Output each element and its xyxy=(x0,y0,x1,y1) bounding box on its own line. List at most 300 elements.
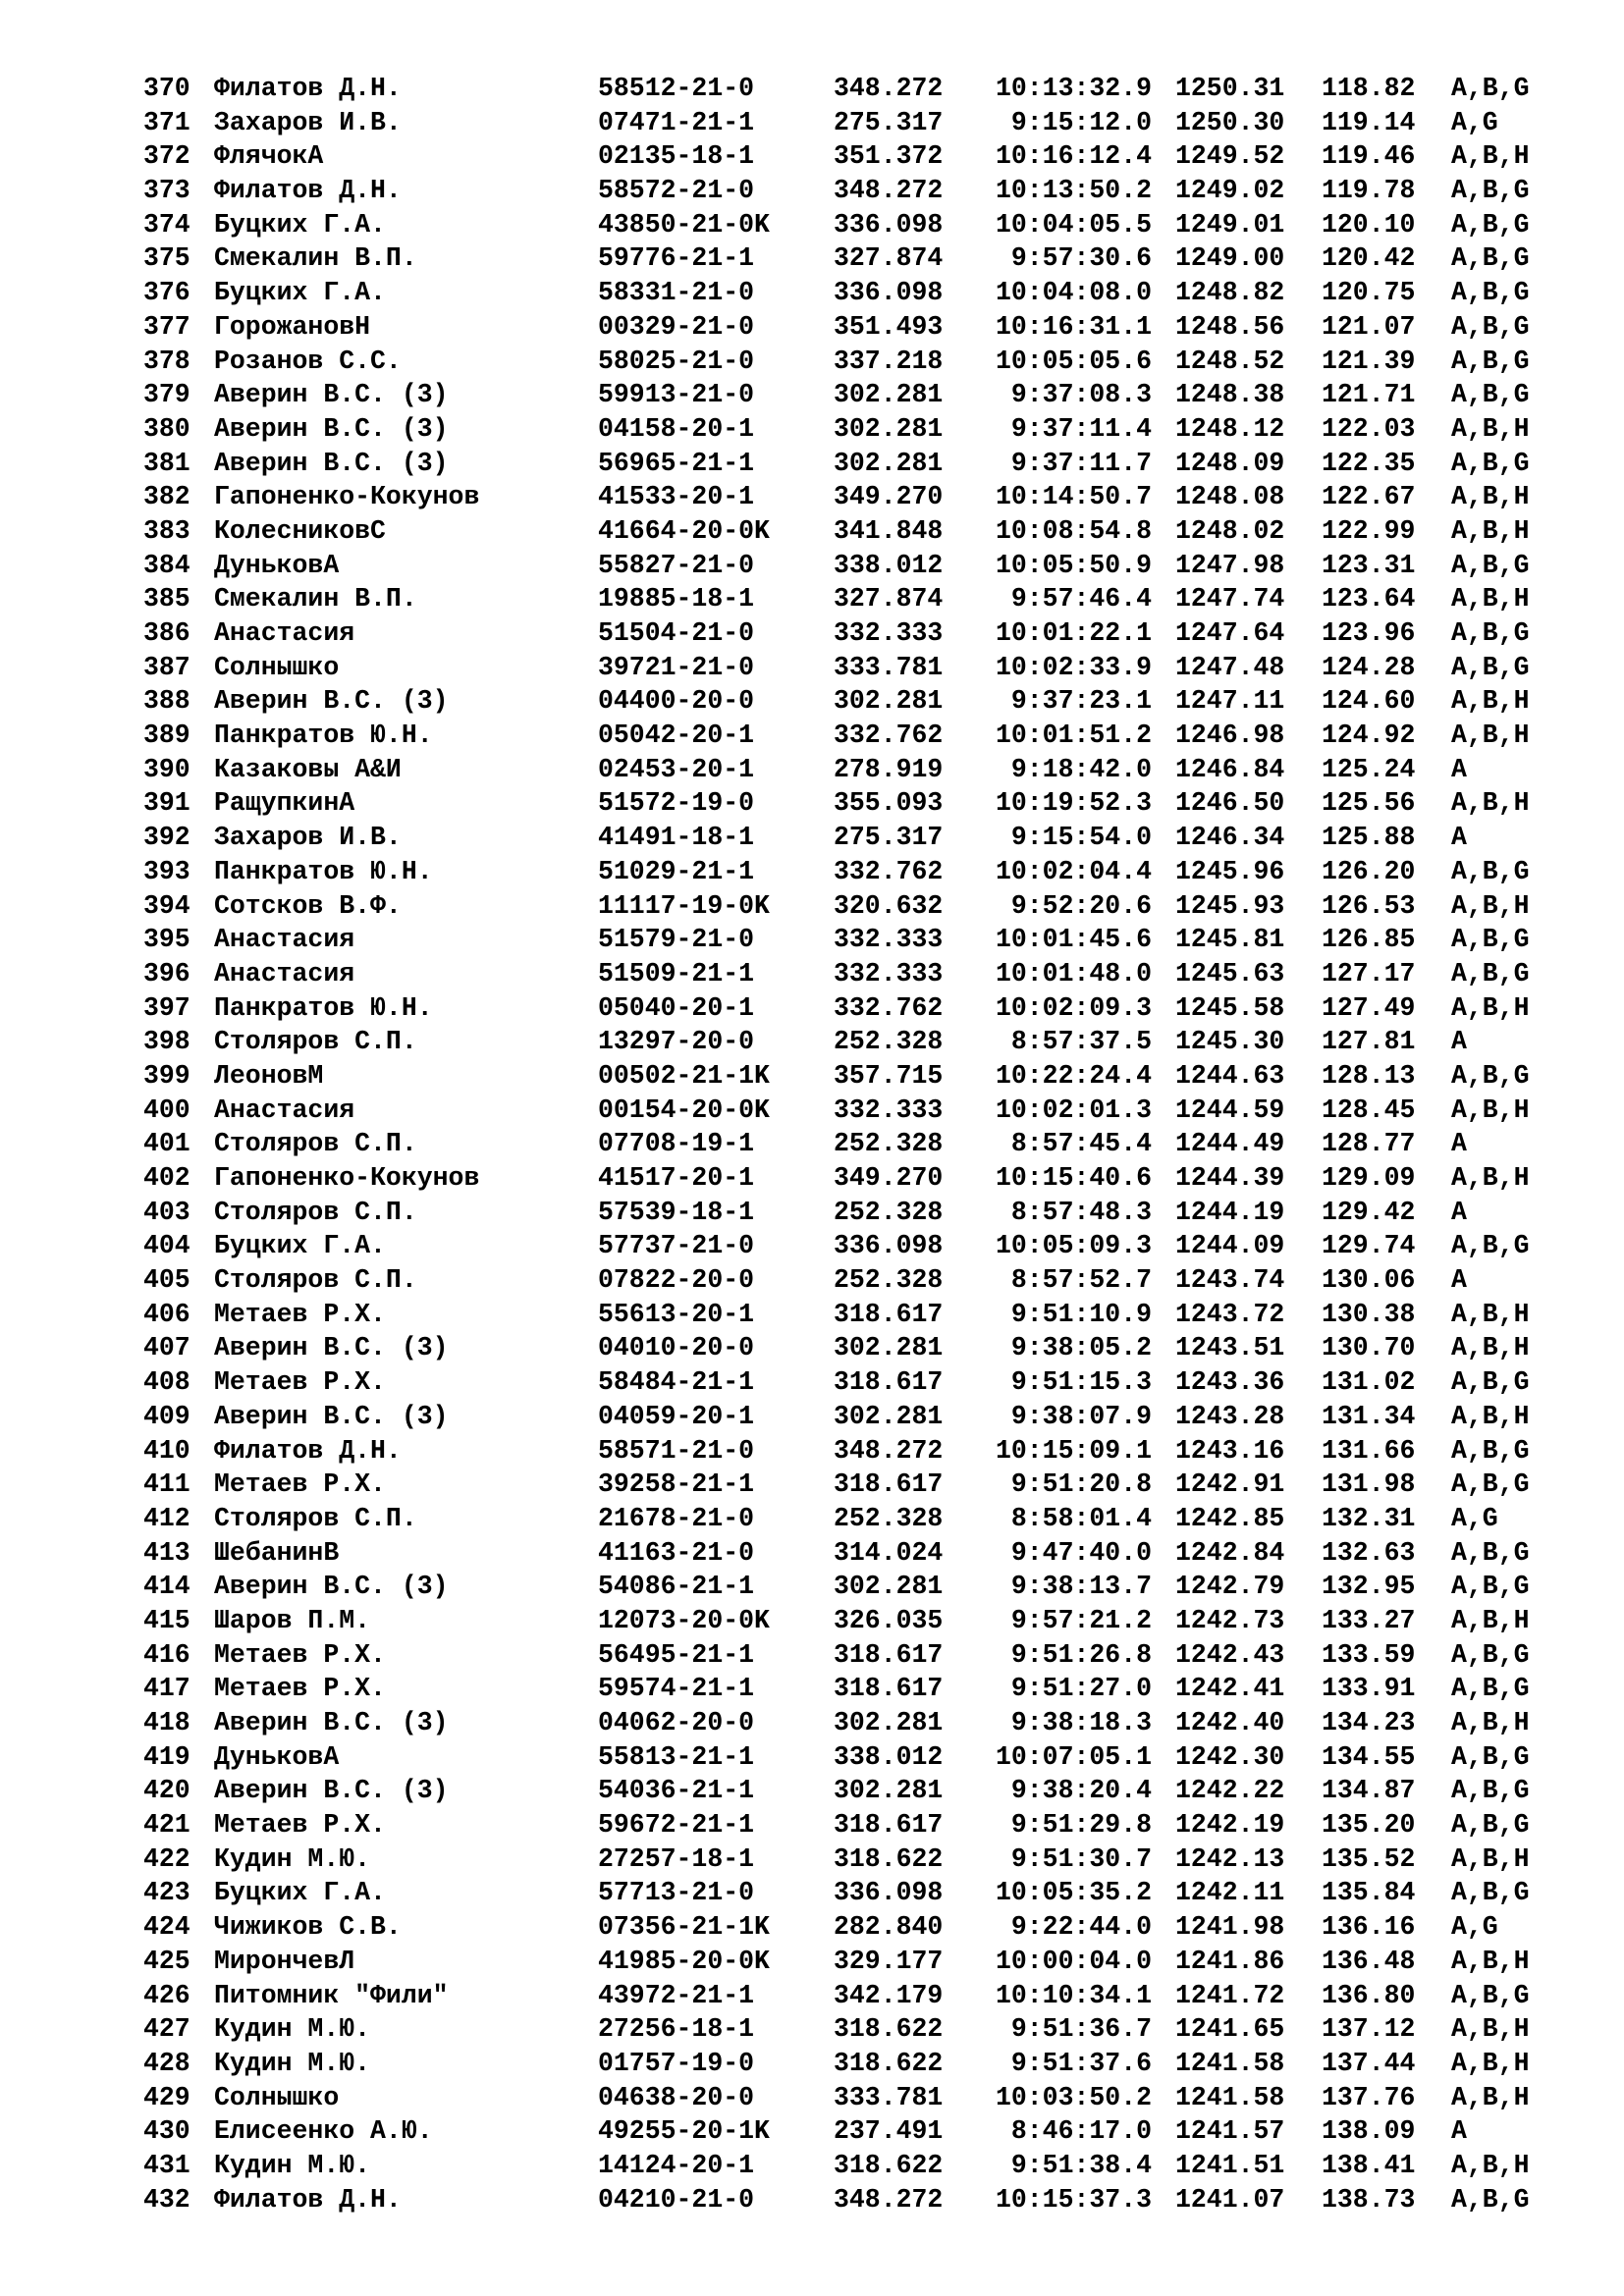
fancier-name: Филатов Д.Н. xyxy=(214,176,402,206)
ring-number: 39258-21-1 xyxy=(598,1469,755,1500)
arrival-time: 10:19:52.3 xyxy=(995,788,1152,819)
distance-km: 302.281 xyxy=(834,1572,944,1602)
place-number: 392 xyxy=(143,823,190,853)
arrival-time: 8:57:45.4 xyxy=(1010,1129,1152,1159)
fancier-name: ШебанинВ xyxy=(214,1537,340,1568)
score-value: 124.28 xyxy=(1322,652,1416,682)
table-row xyxy=(143,139,1557,174)
distance-km: 332.762 xyxy=(834,856,944,886)
score-value: 120.10 xyxy=(1322,209,1416,240)
ring-number: 51572-19-0 xyxy=(598,788,755,819)
ring-number: 51029-21-1 xyxy=(598,856,755,886)
competition-codes: A xyxy=(1451,1129,1467,1159)
table-row xyxy=(143,1127,1557,1161)
place-number: 389 xyxy=(143,721,190,751)
arrival-time: 10:15:09.1 xyxy=(995,1435,1152,1466)
fancier-name: Анастасия xyxy=(214,925,355,955)
table-row xyxy=(143,1774,1557,1808)
speed-value: 1242.79 xyxy=(1175,1572,1285,1602)
table-row xyxy=(143,2012,1557,2047)
speed-value: 1247.74 xyxy=(1175,584,1285,614)
arrival-time: 9:51:26.8 xyxy=(1010,1639,1152,1670)
fancier-name: Аверин В.С. (3) xyxy=(214,1401,449,1431)
ring-number: 41985-20-0K xyxy=(598,1946,770,1976)
distance-km: 318.617 xyxy=(834,1674,944,1704)
place-number: 386 xyxy=(143,618,190,648)
speed-value: 1248.02 xyxy=(1175,515,1285,546)
distance-km: 348.272 xyxy=(834,2184,944,2215)
arrival-time: 10:00:04.0 xyxy=(995,1946,1152,1976)
speed-value: 1245.30 xyxy=(1175,1027,1285,1057)
competition-codes: A,B,H xyxy=(1451,890,1530,921)
speed-value: 1245.58 xyxy=(1175,992,1285,1023)
fancier-name: Захаров И.В. xyxy=(214,823,402,853)
arrival-time: 10:05:05.6 xyxy=(995,346,1152,376)
score-value: 121.07 xyxy=(1322,311,1416,342)
competition-codes: A,B,G xyxy=(1451,1537,1530,1568)
table-row xyxy=(143,889,1557,924)
place-number: 390 xyxy=(143,754,190,784)
competition-codes: A,B,G xyxy=(1451,550,1530,580)
place-number: 383 xyxy=(143,515,190,546)
table-row xyxy=(143,2081,1557,2115)
score-value: 120.75 xyxy=(1322,278,1416,308)
arrival-time: 10:15:37.3 xyxy=(995,2184,1152,2215)
speed-value: 1245.81 xyxy=(1175,925,1285,955)
table-row xyxy=(143,174,1557,208)
distance-km: 278.919 xyxy=(834,754,944,784)
place-number: 431 xyxy=(143,2150,190,2180)
score-value: 130.70 xyxy=(1322,1333,1416,1363)
speed-value: 1242.91 xyxy=(1175,1469,1285,1500)
place-number: 423 xyxy=(143,1878,190,1908)
fancier-name: Казаковы А&И xyxy=(214,754,402,784)
speed-value: 1241.98 xyxy=(1175,1912,1285,1943)
distance-km: 342.179 xyxy=(834,1980,944,2010)
competition-codes: A,B,G xyxy=(1451,74,1530,103)
fancier-name: Елисеенко А.Ю. xyxy=(214,2116,433,2147)
distance-km: 332.333 xyxy=(834,925,944,955)
table-row xyxy=(143,1059,1557,1094)
ring-number: 41533-20-1 xyxy=(598,482,755,512)
fancier-name: Метаев Р.Х. xyxy=(214,1674,386,1704)
table-row xyxy=(143,855,1557,889)
distance-km: 351.372 xyxy=(834,141,944,172)
ring-number: 58025-21-0 xyxy=(598,346,755,376)
score-value: 119.46 xyxy=(1322,141,1416,172)
table-row xyxy=(143,1331,1557,1365)
score-value: 131.66 xyxy=(1322,1435,1416,1466)
speed-value: 1242.73 xyxy=(1175,1605,1285,1635)
score-value: 122.35 xyxy=(1322,448,1416,478)
score-value: 131.02 xyxy=(1322,1367,1416,1398)
distance-km: 302.281 xyxy=(834,1401,944,1431)
ring-number: 59672-21-1 xyxy=(598,1810,755,1841)
distance-km: 275.317 xyxy=(834,107,944,137)
ring-number: 12073-20-0K xyxy=(598,1605,770,1635)
speed-value: 1248.12 xyxy=(1175,413,1285,444)
arrival-time: 8:46:17.0 xyxy=(1010,2116,1152,2147)
distance-km: 332.333 xyxy=(834,958,944,988)
distance-km: 302.281 xyxy=(834,1776,944,1806)
fancier-name: Розанов С.С. xyxy=(214,346,402,376)
competition-codes: A,B,G xyxy=(1451,1674,1530,1704)
speed-value: 1242.11 xyxy=(1175,1878,1285,1908)
fancier-name: ДуньковА xyxy=(214,1741,340,1772)
table-row xyxy=(143,1638,1557,1673)
table-row xyxy=(143,1876,1557,1910)
fancier-name: Панкратов Ю.Н. xyxy=(214,992,433,1023)
fancier-name: ФлячокА xyxy=(214,141,324,172)
place-number: 371 xyxy=(143,107,190,137)
place-number: 432 xyxy=(143,2184,190,2215)
arrival-time: 9:51:30.7 xyxy=(1010,1843,1152,1874)
fancier-name: Аверин В.С. (3) xyxy=(214,380,449,410)
speed-value: 1242.40 xyxy=(1175,1708,1285,1737)
ring-number: 58484-21-1 xyxy=(598,1367,755,1398)
speed-value: 1244.09 xyxy=(1175,1231,1285,1261)
speed-value: 1242.30 xyxy=(1175,1741,1285,1772)
fancier-name: Филатов Д.Н. xyxy=(214,74,402,103)
arrival-time: 10:01:51.2 xyxy=(995,721,1152,751)
arrival-time: 9:52:20.6 xyxy=(1010,890,1152,921)
table-row xyxy=(143,549,1557,583)
table-row xyxy=(143,241,1557,276)
arrival-time: 10:22:24.4 xyxy=(995,1060,1152,1091)
fancier-name: Панкратов Ю.Н. xyxy=(214,856,433,886)
distance-km: 318.622 xyxy=(834,2150,944,2180)
place-number: 419 xyxy=(143,1741,190,1772)
distance-km: 318.622 xyxy=(834,2048,944,2078)
distance-km: 336.098 xyxy=(834,278,944,308)
arrival-time: 9:37:08.3 xyxy=(1010,380,1152,410)
distance-km: 252.328 xyxy=(834,1265,944,1296)
score-value: 138.73 xyxy=(1322,2184,1416,2215)
score-value: 127.81 xyxy=(1322,1027,1416,1057)
distance-km: 332.333 xyxy=(834,1095,944,1125)
place-number: 421 xyxy=(143,1810,190,1841)
arrival-time: 10:07:05.1 xyxy=(995,1741,1152,1772)
fancier-name: Буцких Г.А. xyxy=(214,1878,386,1908)
speed-value: 1241.58 xyxy=(1175,2082,1285,2112)
distance-km: 302.281 xyxy=(834,1333,944,1363)
score-value: 132.31 xyxy=(1322,1503,1416,1533)
arrival-time: 10:16:31.1 xyxy=(995,311,1152,342)
competition-codes: A,B,H xyxy=(1451,1605,1530,1635)
competition-codes: A,B,H xyxy=(1451,2048,1530,2078)
competition-codes: A,B,H xyxy=(1451,482,1530,512)
score-value: 122.67 xyxy=(1322,482,1416,512)
place-number: 414 xyxy=(143,1572,190,1602)
ring-number: 58571-21-0 xyxy=(598,1435,755,1466)
arrival-time: 9:37:11.4 xyxy=(1010,413,1152,444)
place-number: 403 xyxy=(143,1197,190,1227)
table-row xyxy=(143,923,1557,957)
fancier-name: Буцких Г.А. xyxy=(214,278,386,308)
distance-km: 318.617 xyxy=(834,1367,944,1398)
place-number: 422 xyxy=(143,1843,190,1874)
ring-number: 57713-21-0 xyxy=(598,1878,755,1908)
arrival-time: 10:01:22.1 xyxy=(995,618,1152,648)
arrival-time: 9:51:37.6 xyxy=(1010,2048,1152,2078)
score-value: 124.60 xyxy=(1322,686,1416,717)
speed-value: 1243.72 xyxy=(1175,1299,1285,1329)
fancier-name: РащупкинА xyxy=(214,788,355,819)
ring-number: 57737-21-0 xyxy=(598,1231,755,1261)
place-number: 375 xyxy=(143,243,190,274)
distance-km: 314.024 xyxy=(834,1537,944,1568)
ring-number: 04062-20-0 xyxy=(598,1708,755,1737)
ring-number: 07822-20-0 xyxy=(598,1265,755,1296)
speed-value: 1244.39 xyxy=(1175,1163,1285,1193)
score-value: 130.06 xyxy=(1322,1265,1416,1296)
place-number: 384 xyxy=(143,550,190,580)
distance-km: 327.874 xyxy=(834,243,944,274)
speed-value: 1245.63 xyxy=(1175,958,1285,988)
table-row xyxy=(143,1196,1557,1230)
ring-number: 55827-21-0 xyxy=(598,550,755,580)
speed-value: 1247.11 xyxy=(1175,686,1285,717)
competition-codes: A,B,H xyxy=(1451,1095,1530,1125)
table-row xyxy=(143,1094,1557,1128)
competition-codes: A,B,G xyxy=(1451,1572,1530,1602)
ring-number: 07471-21-1 xyxy=(598,107,755,137)
table-row xyxy=(143,991,1557,1026)
place-number: 382 xyxy=(143,482,190,512)
competition-codes: A,B,H xyxy=(1451,584,1530,614)
speed-value: 1241.07 xyxy=(1175,2184,1285,2215)
distance-km: 333.781 xyxy=(834,652,944,682)
arrival-time: 9:22:44.0 xyxy=(1010,1912,1152,1943)
speed-value: 1246.98 xyxy=(1175,721,1285,751)
table-row xyxy=(143,582,1557,616)
place-number: 407 xyxy=(143,1333,190,1363)
speed-value: 1241.72 xyxy=(1175,1980,1285,2010)
ring-number: 19885-18-1 xyxy=(598,584,755,614)
score-value: 129.74 xyxy=(1322,1231,1416,1261)
score-value: 129.42 xyxy=(1322,1197,1416,1227)
place-number: 393 xyxy=(143,856,190,886)
speed-value: 1245.96 xyxy=(1175,856,1285,886)
fancier-name: Солнышко xyxy=(214,652,340,682)
score-value: 126.53 xyxy=(1322,890,1416,921)
speed-value: 1245.93 xyxy=(1175,890,1285,921)
competition-codes: A,B,H xyxy=(1451,413,1530,444)
distance-km: 302.281 xyxy=(834,380,944,410)
place-number: 379 xyxy=(143,380,190,410)
competition-codes: A,B,H xyxy=(1451,1843,1530,1874)
ring-number: 57539-18-1 xyxy=(598,1197,755,1227)
distance-km: 348.272 xyxy=(834,176,944,206)
fancier-name: Столяров С.П. xyxy=(214,1197,417,1227)
speed-value: 1242.19 xyxy=(1175,1810,1285,1841)
distance-km: 348.272 xyxy=(834,74,944,103)
place-number: 376 xyxy=(143,278,190,308)
arrival-time: 9:15:12.0 xyxy=(1010,107,1152,137)
distance-km: 332.762 xyxy=(834,992,944,1023)
speed-value: 1242.85 xyxy=(1175,1503,1285,1533)
arrival-time: 10:13:32.9 xyxy=(995,74,1152,103)
fancier-name: ГорожановН xyxy=(214,311,371,342)
score-value: 129.09 xyxy=(1322,1163,1416,1193)
ring-number: 21678-21-0 xyxy=(598,1503,755,1533)
fancier-name: Кудин М.Ю. xyxy=(214,2048,371,2078)
arrival-time: 10:05:50.9 xyxy=(995,550,1152,580)
fancier-name: Аверин В.С. (3) xyxy=(214,1776,449,1806)
distance-km: 329.177 xyxy=(834,1946,944,1976)
competition-codes: A,B,G xyxy=(1451,1810,1530,1841)
fancier-name: Филатов Д.Н. xyxy=(214,1435,402,1466)
distance-km: 349.270 xyxy=(834,482,944,512)
score-value: 126.20 xyxy=(1322,856,1416,886)
arrival-time: 10:02:33.9 xyxy=(995,652,1152,682)
fancier-name: Метаев Р.Х. xyxy=(214,1469,386,1500)
speed-value: 1249.01 xyxy=(1175,209,1285,240)
competition-codes: A xyxy=(1451,2116,1467,2147)
ring-number: 56965-21-1 xyxy=(598,448,755,478)
competition-codes: A,B,H xyxy=(1451,788,1530,819)
table-row xyxy=(143,1672,1557,1706)
distance-km: 318.617 xyxy=(834,1469,944,1500)
place-number: 385 xyxy=(143,584,190,614)
place-number: 380 xyxy=(143,413,190,444)
place-number: 429 xyxy=(143,2082,190,2112)
competition-codes: A,B,G xyxy=(1451,925,1530,955)
place-number: 425 xyxy=(143,1946,190,1976)
table-row xyxy=(143,1945,1557,1979)
table-row xyxy=(143,208,1557,242)
score-value: 135.52 xyxy=(1322,1843,1416,1874)
speed-value: 1242.43 xyxy=(1175,1639,1285,1670)
arrival-time: 9:38:05.2 xyxy=(1010,1333,1152,1363)
speed-value: 1241.57 xyxy=(1175,2116,1285,2147)
competition-codes: A,B,G xyxy=(1451,311,1530,342)
ring-number: 51579-21-0 xyxy=(598,925,755,955)
score-value: 137.12 xyxy=(1322,2014,1416,2045)
speed-value: 1243.51 xyxy=(1175,1333,1285,1363)
speed-value: 1248.56 xyxy=(1175,311,1285,342)
distance-km: 336.098 xyxy=(834,1878,944,1908)
ring-number: 04638-20-0 xyxy=(598,2082,755,2112)
ring-number: 04400-20-0 xyxy=(598,686,755,717)
speed-value: 1248.09 xyxy=(1175,448,1285,478)
competition-codes: A,B,G xyxy=(1451,1469,1530,1500)
place-number: 408 xyxy=(143,1367,190,1398)
fancier-name: Питомник "Фили" xyxy=(214,1980,449,2010)
ring-number: 41491-18-1 xyxy=(598,823,755,853)
fancier-name: Метаев Р.Х. xyxy=(214,1299,386,1329)
fancier-name: Анастасия xyxy=(214,618,355,648)
competition-codes: A xyxy=(1451,1197,1467,1227)
place-number: 413 xyxy=(143,1537,190,1568)
speed-value: 1243.16 xyxy=(1175,1435,1285,1466)
score-value: 119.14 xyxy=(1322,107,1416,137)
arrival-time: 10:13:50.2 xyxy=(995,176,1152,206)
table-row xyxy=(143,378,1557,412)
place-number: 400 xyxy=(143,1095,190,1125)
speed-value: 1247.98 xyxy=(1175,550,1285,580)
competition-codes: A,B,G xyxy=(1451,380,1530,410)
ring-number: 27256-18-1 xyxy=(598,2014,755,2045)
fancier-name: Аверин В.С. (3) xyxy=(214,1572,449,1602)
arrival-time: 10:04:08.0 xyxy=(995,278,1152,308)
fancier-name: ЛеоновМ xyxy=(214,1060,324,1091)
distance-km: 275.317 xyxy=(834,823,944,853)
place-number: 395 xyxy=(143,925,190,955)
score-value: 128.45 xyxy=(1322,1095,1416,1125)
place-number: 398 xyxy=(143,1027,190,1057)
table-row xyxy=(143,957,1557,991)
score-value: 127.17 xyxy=(1322,958,1416,988)
competition-codes: A,B,G xyxy=(1451,448,1530,478)
score-value: 128.13 xyxy=(1322,1060,1416,1091)
fancier-name: Метаев Р.Х. xyxy=(214,1639,386,1670)
table-row xyxy=(143,1979,1557,2013)
arrival-time: 10:08:54.8 xyxy=(995,515,1152,546)
distance-km: 318.622 xyxy=(834,1843,944,1874)
arrival-time: 9:38:07.9 xyxy=(1010,1401,1152,1431)
score-value: 123.31 xyxy=(1322,550,1416,580)
arrival-time: 10:04:05.5 xyxy=(995,209,1152,240)
score-value: 128.77 xyxy=(1322,1129,1416,1159)
table-row xyxy=(143,310,1557,345)
competition-codes: A,B,H xyxy=(1451,2082,1530,2112)
place-number: 388 xyxy=(143,686,190,717)
competition-codes: A,B,G xyxy=(1451,1878,1530,1908)
arrival-time: 8:57:37.5 xyxy=(1010,1027,1152,1057)
arrival-time: 9:51:10.9 xyxy=(1010,1299,1152,1329)
arrival-time: 9:51:27.0 xyxy=(1010,1674,1152,1704)
ring-number: 27257-18-1 xyxy=(598,1843,755,1874)
score-value: 124.92 xyxy=(1322,721,1416,751)
arrival-time: 9:15:54.0 xyxy=(1010,823,1152,853)
fancier-name: ДуньковА xyxy=(214,550,340,580)
fancier-name: Метаев Р.Х. xyxy=(214,1810,386,1841)
arrival-time: 10:10:34.1 xyxy=(995,1980,1152,2010)
arrival-time: 9:51:36.7 xyxy=(1010,2014,1152,2045)
competition-codes: A,B,H xyxy=(1451,1401,1530,1431)
competition-codes: A,B,G xyxy=(1451,1367,1530,1398)
table-row xyxy=(143,1298,1557,1332)
score-value: 130.38 xyxy=(1322,1299,1416,1329)
score-value: 132.63 xyxy=(1322,1537,1416,1568)
competition-codes: A,B,G xyxy=(1451,1776,1530,1806)
fancier-name: Столяров С.П. xyxy=(214,1503,417,1533)
arrival-time: 9:37:23.1 xyxy=(1010,686,1152,717)
place-number: 415 xyxy=(143,1605,190,1635)
score-value: 136.80 xyxy=(1322,1980,1416,2010)
competition-codes: A xyxy=(1451,754,1467,784)
fancier-name: Аверин В.С. (3) xyxy=(214,1333,449,1363)
fancier-name: Панкратов Ю.Н. xyxy=(214,721,433,751)
score-value: 125.88 xyxy=(1322,823,1416,853)
speed-value: 1241.58 xyxy=(1175,2048,1285,2078)
ring-number: 51504-21-0 xyxy=(598,618,755,648)
distance-km: 302.281 xyxy=(834,413,944,444)
competition-codes: A,G xyxy=(1451,1912,1498,1943)
ring-number: 41517-20-1 xyxy=(598,1163,755,1193)
competition-codes: A,B,G xyxy=(1451,1741,1530,1772)
score-value: 135.84 xyxy=(1322,1878,1416,1908)
table-row xyxy=(143,2047,1557,2081)
speed-value: 1250.31 xyxy=(1175,74,1285,103)
table-row xyxy=(143,1434,1557,1468)
table-row xyxy=(143,2183,1557,2217)
speed-value: 1246.84 xyxy=(1175,754,1285,784)
distance-km: 333.781 xyxy=(834,2082,944,2112)
place-number: 378 xyxy=(143,346,190,376)
competition-codes: A,B,G xyxy=(1451,209,1530,240)
